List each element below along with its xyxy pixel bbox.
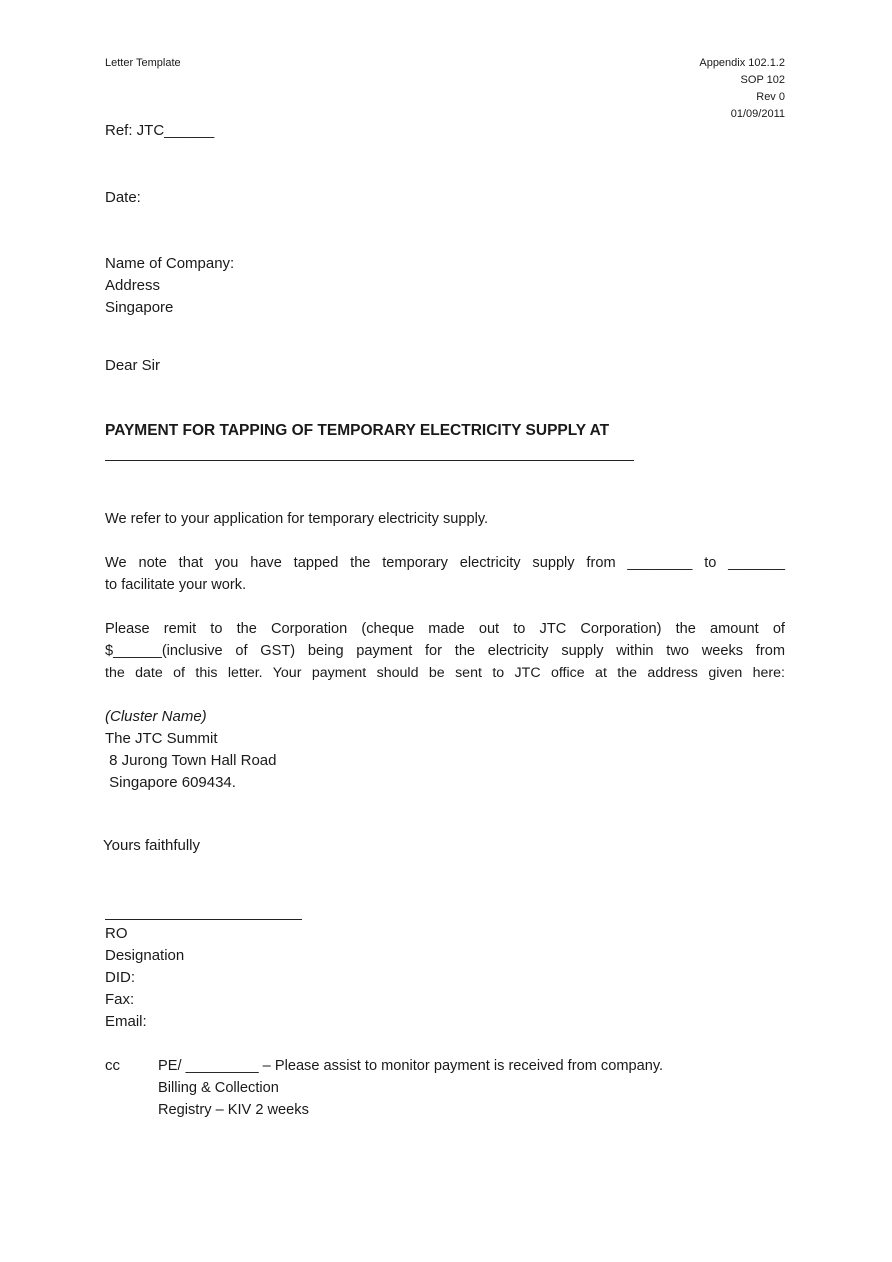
signatory-ro: RO: [105, 925, 128, 942]
paragraph-1: We refer to your application for temporary electricity supply.: [105, 511, 489, 527]
recipient-country: Singapore: [105, 299, 174, 316]
office-street: 8 Jurong Town Hall Road: [105, 752, 277, 769]
template-label: Letter Template: [105, 57, 181, 69]
recipient-address: Address: [105, 277, 161, 294]
cluster-name: (Cluster Name): [105, 708, 207, 725]
cc-label: cc: [105, 1057, 120, 1074]
sop-ref: SOP 102: [740, 74, 785, 86]
revision-date: 01/09/2011: [730, 108, 785, 120]
paragraph-2-line-1: We note that you have tapped the temporary electricity supply from ________ to _______: [105, 555, 785, 571]
appendix-ref: Appendix 102.1.2: [699, 57, 785, 69]
office-postal: Singapore 609434.: [105, 774, 236, 791]
paragraph-3-line-1: Please remit to the Corporation (cheque made out to JTC Corporation) the amount of: [105, 621, 785, 637]
subject-blank-line: [105, 460, 634, 461]
recipient-company: Name of Company:: [105, 255, 235, 272]
signatory-fax: Fax:: [105, 991, 135, 1008]
signatory-designation: Designation: [105, 947, 185, 964]
closing: Yours faithfully: [103, 837, 201, 854]
signatory-email: Email:: [105, 1013, 147, 1030]
paragraph-3-line-3: the date of this letter. Your payment should be sent to JTC office at the address given here:: [105, 665, 785, 681]
subject-heading: PAYMENT FOR TAPPING OF TEMPORARY ELECTRICITY SUPPLY AT: [105, 422, 610, 439]
cc-registry: Registry – KIV 2 weeks: [158, 1102, 309, 1118]
cc-pe: PE/ _________ – Please assist to monitor payment is received from company.: [158, 1058, 664, 1074]
paragraph-2-line-2: to facilitate your work.: [105, 577, 247, 593]
revision: Rev 0: [756, 91, 785, 103]
office-building: The JTC Summit: [105, 730, 218, 747]
signature-line: [105, 919, 302, 920]
ref-line: Ref: JTC______: [105, 122, 215, 139]
signatory-did: DID:: [105, 969, 135, 986]
paragraph-3-line-2: $______(inclusive of GST) being payment for the electricity supply within two weeks from: [105, 643, 785, 659]
date-line: Date:: [105, 189, 141, 206]
salutation: Dear Sir: [105, 357, 161, 374]
cc-billing: Billing & Collection: [158, 1080, 279, 1096]
